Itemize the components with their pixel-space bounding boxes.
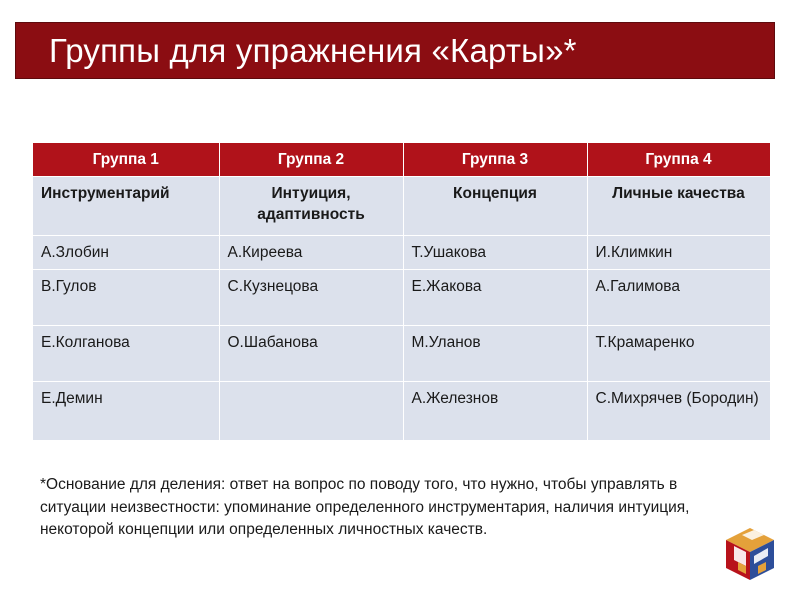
table-cell: О.Шабанова xyxy=(219,326,403,382)
table-cell: Е.Демин xyxy=(33,382,219,441)
table-cell: А.Злобин xyxy=(33,236,219,270)
table-cell: Е.Колганова xyxy=(33,326,219,382)
table-header-row xyxy=(33,143,770,177)
table-cell: С.Михрячев (Бородин) xyxy=(587,382,770,441)
groups-table xyxy=(33,143,771,440)
table-cell: В.Гулов xyxy=(33,270,219,326)
table-subheader-row xyxy=(33,177,770,236)
cube-logo-icon xyxy=(724,526,776,582)
header-group-2: Группа 2 xyxy=(219,143,403,177)
subheader-cell: Инструментарий xyxy=(33,177,219,236)
table-row xyxy=(33,236,770,270)
table-cell: Т.Ушакова xyxy=(403,236,587,270)
table-cell: С.Кузнецова xyxy=(219,270,403,326)
header-group-3: Группа 3 xyxy=(403,143,587,177)
table-cell: М.Уланов xyxy=(403,326,587,382)
table-row xyxy=(33,382,770,441)
table-cell: Т.Крамаренко xyxy=(587,326,770,382)
footnote: *Основание для деления: ответ на вопрос по поводу того, что нужно, чтобы управлять в ситуации неизвестности: упоминание определенного инструментария, наличия интуиция, некоторой концепции или определенных личностных качеств. xyxy=(40,476,690,538)
table-cell: И.Климкин xyxy=(587,236,770,270)
table-cell: А.Железнов xyxy=(403,382,587,441)
table-cell xyxy=(219,382,403,441)
slide-title: Группы для упражнения «Карты»* xyxy=(49,31,577,69)
table-cell: Е.Жакова xyxy=(403,270,587,326)
table-row xyxy=(33,270,770,326)
subheader-cell: Концепция xyxy=(403,177,587,236)
header-group-1: Группа 1 xyxy=(33,143,219,177)
header-group-4: Группа 4 xyxy=(587,143,770,177)
title-bar xyxy=(15,22,775,79)
table-cell: А.Киреева xyxy=(219,236,403,270)
table-cell: А.Галимова xyxy=(587,270,770,326)
table-row xyxy=(33,326,770,382)
subheader-cell: Интуиция, адаптивность xyxy=(219,177,403,236)
subheader-cell: Личные качества xyxy=(587,177,770,236)
